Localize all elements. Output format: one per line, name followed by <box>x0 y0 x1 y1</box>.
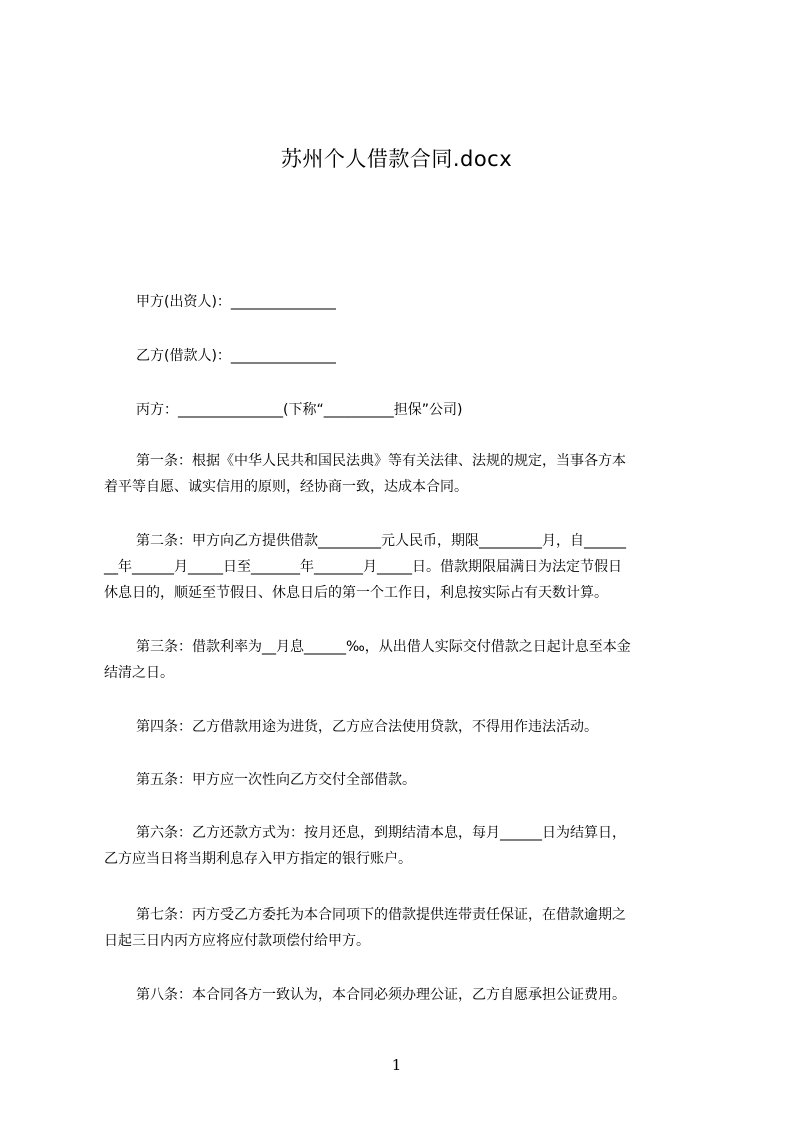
article-2 <box>104 528 704 606</box>
article-5 <box>104 767 704 793</box>
party-b-line: 乙方(借款人)：_______________ <box>136 348 336 364</box>
article-1 <box>104 448 704 500</box>
article-6-first-line: 第六条：乙方还款方式为：按月还息，到期结清本息，每月______日为结算日， <box>136 825 626 841</box>
article-7-first-line: 第七条：丙方受乙方委托为本合同项下的借款提供连带责任保证，在借款逾期之 <box>136 907 626 923</box>
article-1-rest: 着平等自愿、诚实信用的原则，经协商一致，达成本合同。 <box>104 479 468 495</box>
article-1-first-line: 第一条：根据《中华人民共和国民法典》等有关法律、法规的规定，当事各方本 <box>136 453 626 469</box>
article-7 <box>104 902 704 954</box>
party-c-line: 丙方：_______________(下称“__________担保”公司) <box>136 402 463 418</box>
article-7-rest: 日起三日内丙方应将应付款项偿付给甲方。 <box>104 933 370 949</box>
article-4 <box>104 714 704 740</box>
article-4-first-line: 第四条：乙方借款用途为进货，乙方应合法使用贷款，不得用作违法活动。 <box>136 719 598 735</box>
article-3-rest: 结清之日。 <box>104 665 174 681</box>
article-5-first-line: 第五条：甲方应一次性向乙方交付全部借款。 <box>136 772 416 788</box>
article-2-first-line: 第二条：甲方向乙方提供借款_________元人民币，期限_________月，自______ <box>136 533 626 549</box>
article-3-first-line: 第三条：借款利率为__月息______‰，从出借人实际交付借款之日起计息至本金 <box>136 639 631 655</box>
article-6 <box>104 820 704 872</box>
document-title: 苏州个人借款合同.docx <box>280 147 513 171</box>
party-a-line: 甲方(出资人)：_______________ <box>136 294 336 310</box>
article-6-rest: 乙方应当日将当期利息存入甲方指定的银行账户。 <box>104 851 412 867</box>
article-2-rest: __年______月_____日至_______年_______月_____日。借款期限届满日为法定节假日 休息日的，顺延至节假日、休息日后的第一个工作日，利息按实际占有天数计算。 <box>104 559 622 601</box>
page-number: 1 <box>391 1056 402 1074</box>
article-8 <box>104 982 704 1008</box>
article-8-first-line: 第八条：本合同各方一致认为，本合同必须办理公证，乙方自愿承担公证费用。 <box>136 987 626 1003</box>
article-3 <box>104 634 704 686</box>
